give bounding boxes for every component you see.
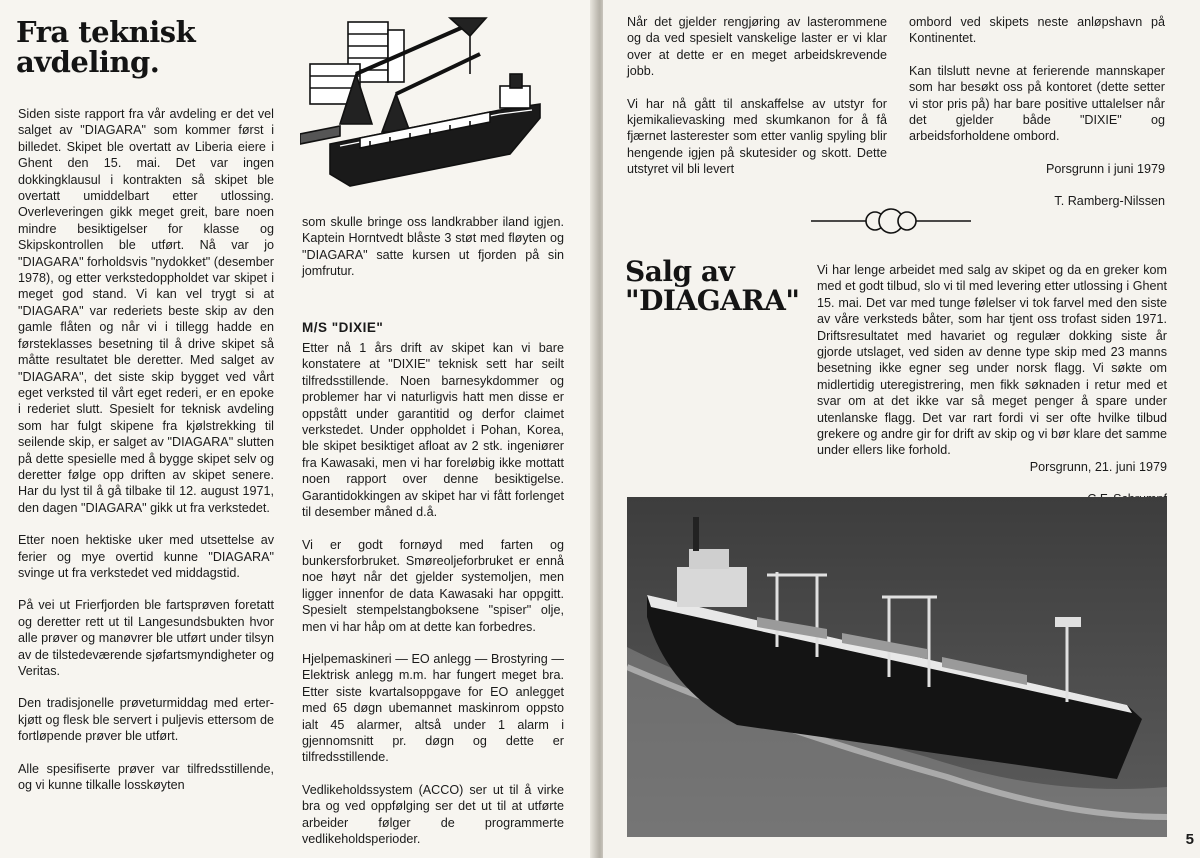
signature-place: Porsgrunn, 21. juni 1979 bbox=[1029, 459, 1167, 474]
headline-line-2: "DIAGARA" bbox=[625, 283, 800, 317]
paragraph: Etter nå 1 års drift av skipet kan vi bare konstatere at "DIXIE" teknisk sett har seilt tilfredsstillende. Noen barnesykdommer og problemer har vi naturligvis hatt men disse er oppstått under garantitid og derfor claimet verkstedet. Under oppholdet i Pohan, Korea, ble skipet besiktiget afloat av 2 stk. ingeniører fra Kawasaki, men vi har foreløbig ikke mottatt noen rapport over denne besiktigelse. Garantidokkingen av skipet har vi fått forlenget til desember måned d.å. bbox=[302, 341, 564, 520]
left-column-1 bbox=[18, 106, 274, 809]
shipyard-illustration bbox=[300, 14, 550, 194]
paragraph: ombord ved skipets neste anløpshavn på Kontinentet. bbox=[909, 15, 1165, 46]
left-page bbox=[0, 0, 595, 858]
right-column-1 bbox=[627, 14, 887, 194]
paragraph: Vi har nå gått til anskaffelse av utstyr for kjemikalievasking med skumkanon for å få fjærnet lasterester som etter vanlig spyling blir hengende igjen på skutesider og skott. Dette utstyret vil bli levert bbox=[627, 96, 887, 177]
headline-line-1: Fra teknisk bbox=[16, 15, 196, 49]
divider-ornament bbox=[811, 203, 971, 239]
paragraph: På vei ut Frierfjorden ble fartsprøven foretatt og deretter rett ut til Langesundsbukten hvor alle prøver og manøvrer ble utført under tilsyn av de tilstedeværende sjøfartsmyndigheter og Veritas. bbox=[18, 598, 274, 678]
signature-name: T. Ramberg-Nilssen bbox=[1054, 194, 1165, 209]
right-column-2 bbox=[909, 14, 1165, 226]
signature-place: Porsgrunn i juni 1979 bbox=[1045, 161, 1165, 176]
left-column-2 bbox=[302, 214, 564, 858]
headline-salg bbox=[625, 255, 800, 317]
paragraph: Siden siste rapport fra vår avdeling er det vel salget av "DIAGARA" som kommer først i billedet. Skipet ble overtatt av Liberia eiere i Ghent den 15. mai. Det var ingen dokkingklausul i kontrakten så skipet ble overtatt umiddelbart etter utlossing. Overleveringen gikk meget greit, bare noen mindre besiktigelser for klasse og Skipskontrollen ble utført. Nå var jo "DIAGARA" forholdsvis "nydokket" (desember 1978), og etter verkstedoppholdet var skipet i meget god stand. Vi kan vel trygt si at "DIAGARA" var rederiets beste skip av den gamle flåten og når vi i tillegg hadde en førsteklasses besetning til å drive skipet så måtte resultatet ble deretter. Med salget av "DIAGARA", det siste skip bygget ved vårt eget verksted til vårt eget rederi, er en epoke i rederiet slutt. Spesielt for teknisk avdeling som har fulgt skipene fra kjølstrekking til seilende skip, er salget av "DIAGARA" slutten på dette spesielle med å bygge skipet selv og deretter følge opp driften av skipet senere. Har du lyst til å gå tilbake til 12. august 1971, den dagen "DIAGARA" gikk ut fra verkstedet. bbox=[18, 107, 274, 515]
subhead-dixie: M/S "DIXIE" bbox=[302, 319, 384, 335]
paragraph: Vedlikeholdssystem (ACCO) ser ut til å virke bra og ved oppfølging ser det ut til at utførte arbeider følger de programmerte vedlikeholdsperioder. bbox=[302, 782, 564, 846]
page-number: 5 bbox=[1185, 831, 1194, 848]
paragraph: Vi er godt fornøyd med farten og bunkersforbruket. Smøreoljeforbruket er ennå noe høyt når det gjelder systemoljen, men ligger innenfor de data Kawasaki har oppgitt. Spesielt stempelstangboksene "spiser" olje, men vi har håp om at dette kan forbedres. bbox=[302, 537, 564, 634]
paragraph: Vi har lenge arbeidet med salg av skipet og da en greker kom med et godt tilbud, slo vi til med levering etter utlossing i Ghent 15. mai. Det var med tunge følelser vi tok farvel med den siste av våre verksteds båter, som har tjent oss trofast siden 1971. Driftsresultatet med havariet og regulær dokking siste år gjorde utslaget, ved siden av denne type skip med 23 manns besetning ikke egner seg under norsk flagg. Vi søkte om midlertidig uteregistrering, men fikk søknaden i retur med et svar om at det ikke var så meget penger å spare under utenlanske flagg. Det var rart fordi vi ser ofte hvilke tilbud grekere og andre gir for drift av skip og vi bør klare det samme under ellers like forhold. bbox=[817, 263, 1168, 458]
right-page bbox=[603, 0, 1200, 858]
paragraph: Alle spesifiserte prøver var tilfredsstillende, og vi kunne tilkalle losskøyten bbox=[18, 761, 274, 793]
paragraph: Når det gjelder rengjøring av lasterommene og da ved spesielt vanskelige laster er vi klar over at dette er en meget arbeidskrevende jobb. bbox=[627, 15, 887, 79]
paragraph: Kan tilslutt nevne at ferierende mannskaper som har besøkt oss på kontoret (dette setter vi stor pris på) har bare positive uttalelser når det gjelder både "DIXIE" og arbeidsforholdene ombord. bbox=[909, 63, 1165, 144]
paragraph: Den tradisjonelle prøveturmiddag med erter-kjøtt og flesk ble servert i puljevis ettersom de fortløpende prøver ble utført. bbox=[18, 696, 274, 744]
ship-photograph bbox=[627, 497, 1167, 837]
paragraph: Etter noen hektiske uker med utsettelse av ferier og mye overtid kunne "DIAGARA" svinge ut fra verkstedet ved middagstid. bbox=[18, 533, 274, 580]
paragraph: Hjelpemaskineri — EO anlegg — Brostyring — Elektrisk anlegg m.m. har fungert meget bra. Etter siste kvartalsoppgave for EO anlegget med 65 døgn ubemannet maskinrom oppsto ialt 45 alarmer, altså under 1 alarm i gjennomsnitt pr. døgn og dette er tilfredsstillende. bbox=[302, 651, 564, 765]
headline-teknisk bbox=[16, 15, 196, 79]
paragraph: som skulle bringe oss landkrabber iland igjen. Kaptein Horntvedt blåste 3 støt med fløyten og "DIAGARA" satte kursen ut fjorden på sin jomfrutur. bbox=[302, 215, 564, 279]
headline-line-1: Salg av bbox=[625, 255, 735, 288]
ship-photo-image bbox=[627, 497, 1167, 837]
right-column-3 bbox=[817, 262, 1167, 524]
headline-line-2: avdeling. bbox=[16, 44, 160, 79]
